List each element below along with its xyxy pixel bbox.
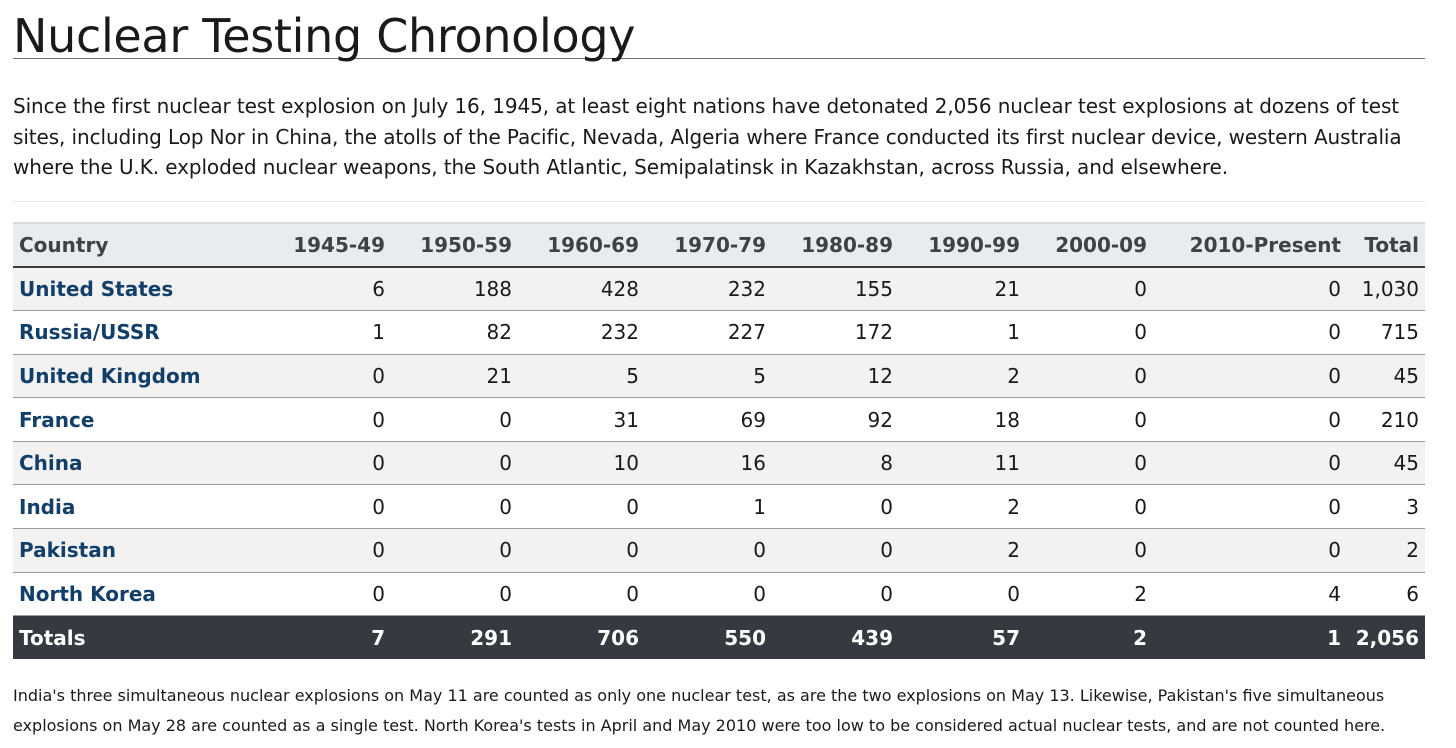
page-title: Nuclear Testing Chronology xyxy=(13,0,1425,59)
table-cell: 45 xyxy=(1393,363,1419,388)
table-cell: 18 xyxy=(994,407,1020,432)
table-cell: 0 xyxy=(372,363,385,388)
table-cell: 0 xyxy=(1328,320,1341,345)
column-header: Country xyxy=(19,232,109,257)
table-cell: 0 xyxy=(372,581,385,606)
table-cell: 2 xyxy=(1007,538,1020,563)
country-link[interactable]: India xyxy=(19,494,76,519)
table-row xyxy=(13,485,1425,529)
table-cell: 0 xyxy=(372,451,385,476)
table-cell: 0 xyxy=(626,538,639,563)
column-header: 1970-79 xyxy=(674,232,766,257)
country-link[interactable]: United Kingdom xyxy=(19,363,201,388)
table-cell: 0 xyxy=(880,494,893,519)
table-cell: 0 xyxy=(626,581,639,606)
table-cell: 0 xyxy=(1328,363,1341,388)
table-cell: 0 xyxy=(1328,407,1341,432)
table-cell: 155 xyxy=(854,276,893,301)
column-header: 2010-Present xyxy=(1189,232,1341,257)
table-row xyxy=(13,572,1425,616)
page xyxy=(13,0,1425,741)
country-link[interactable]: France xyxy=(19,407,95,432)
table-cell: 0 xyxy=(1328,276,1341,301)
table-cell: 232 xyxy=(727,276,766,301)
table-row xyxy=(13,398,1425,442)
footnote: India's three simultaneous nuclear explosions on May 11 are counted as only one nuclear test, as are the two explosions on May 13. Likewise, Pakistan's five simultaneous explosions on May 28 are counted as a single test. North Korea's tests in April and May 2010 were too low to be considered actual nuclear tests, and are not counted here. xyxy=(13,686,1386,736)
table-cell: 188 xyxy=(473,276,512,301)
table-cell: 232 xyxy=(600,320,639,345)
table-cell: 6 xyxy=(372,276,385,301)
total-cell: 291 xyxy=(470,625,512,650)
table-cell: 0 xyxy=(1134,407,1147,432)
column-header: 1945-49 xyxy=(293,232,385,257)
table-cell: 45 xyxy=(1393,451,1419,476)
table-cell: 0 xyxy=(1328,494,1341,519)
table-cell: 0 xyxy=(1328,451,1341,476)
table-cell: 69 xyxy=(740,407,766,432)
table-row xyxy=(13,441,1425,485)
total-cell: 7 xyxy=(371,625,385,650)
table-cell: 428 xyxy=(600,276,639,301)
column-header: Total xyxy=(1364,232,1419,257)
table-row xyxy=(13,267,1425,311)
table-cell: 82 xyxy=(486,320,512,345)
table-cell: 0 xyxy=(499,451,512,476)
total-cell: 2,056 xyxy=(1355,625,1419,650)
country-link[interactable]: North Korea xyxy=(19,581,156,606)
table-cell: 0 xyxy=(1134,538,1147,563)
totals-row xyxy=(13,616,1425,660)
table-cell: 8 xyxy=(880,451,893,476)
table-row xyxy=(13,311,1425,355)
table-cell: 2 xyxy=(1007,494,1020,519)
table-cell: 0 xyxy=(499,407,512,432)
country-link[interactable]: United States xyxy=(19,276,174,301)
table-cell: 21 xyxy=(486,363,512,388)
table-cell: 2 xyxy=(1007,363,1020,388)
table-cell: 1 xyxy=(1007,320,1020,345)
table-cell: 5 xyxy=(626,363,639,388)
table-cell: 6 xyxy=(1406,581,1419,606)
intro-paragraph: Since the first nuclear test explosion on July 16, 1945, at least eight nations have detonated 2,056 nuclear test explosions at dozens of test sites, including Lop Nor in China, the atolls of the Pacific, Nevada, Algeria where France conducted its first nuclear device, western Australia where the U.K. exploded nuclear weapons, the South Atlantic, Semipalatinsk in Kazakhstan, across Russia, and elsewhere. xyxy=(13,94,1402,179)
table-cell: 2 xyxy=(1406,538,1419,563)
table-cell: 1,030 xyxy=(1361,276,1419,301)
divider xyxy=(13,201,1425,202)
table-cell: 0 xyxy=(1134,276,1147,301)
country-link[interactable]: Pakistan xyxy=(19,538,116,563)
table-cell: 31 xyxy=(613,407,639,432)
column-header: 1960-69 xyxy=(547,232,639,257)
table-cell: 0 xyxy=(1328,538,1341,563)
table-cell: 0 xyxy=(499,538,512,563)
table-cell: 12 xyxy=(867,363,893,388)
table-cell: 715 xyxy=(1380,320,1419,345)
table-cell: 3 xyxy=(1406,494,1419,519)
table-cell: 0 xyxy=(499,581,512,606)
table-cell: 5 xyxy=(753,363,766,388)
table-cell: 21 xyxy=(994,276,1020,301)
table-cell: 0 xyxy=(1134,494,1147,519)
table-cell: 11 xyxy=(994,451,1020,476)
nuclear-tests-table xyxy=(13,222,1425,660)
table-cell: 0 xyxy=(1007,581,1020,606)
table-cell: 0 xyxy=(1134,320,1147,345)
total-cell: 57 xyxy=(992,625,1020,650)
table-cell: 172 xyxy=(854,320,893,345)
table-cell: 0 xyxy=(880,581,893,606)
table-cell: 1 xyxy=(372,320,385,345)
table-cell: 227 xyxy=(727,320,766,345)
table-row xyxy=(13,354,1425,398)
column-header: 1950-59 xyxy=(420,232,512,257)
country-link[interactable]: Russia/USSR xyxy=(19,320,160,345)
table-cell: 0 xyxy=(880,538,893,563)
total-cell: 2 xyxy=(1133,625,1147,650)
table-cell: 4 xyxy=(1328,581,1341,606)
table-row xyxy=(13,529,1425,573)
total-cell: 550 xyxy=(724,625,766,650)
country-link[interactable]: China xyxy=(19,451,83,476)
table-cell: 0 xyxy=(1134,451,1147,476)
table-cell: 16 xyxy=(740,451,766,476)
table-cell: 0 xyxy=(372,407,385,432)
total-cell: 439 xyxy=(851,625,893,650)
table-cell: 0 xyxy=(626,494,639,519)
total-cell: 1 xyxy=(1327,625,1341,650)
column-header: 1980-89 xyxy=(801,232,893,257)
column-header: 2000-09 xyxy=(1055,232,1147,257)
table-header-row xyxy=(13,223,1425,267)
table-cell: 0 xyxy=(753,538,766,563)
table-cell: 0 xyxy=(372,538,385,563)
table-cell: 10 xyxy=(613,451,639,476)
table-cell: 0 xyxy=(372,494,385,519)
table-cell: 210 xyxy=(1380,407,1419,432)
total-cell: 706 xyxy=(597,625,639,650)
table-cell: 0 xyxy=(753,581,766,606)
totals-label: Totals xyxy=(19,625,86,650)
table-cell: 2 xyxy=(1134,581,1147,606)
table-cell: 0 xyxy=(499,494,512,519)
column-header: 1990-99 xyxy=(928,232,1020,257)
table-cell: 1 xyxy=(753,494,766,519)
table-cell: 0 xyxy=(1134,363,1147,388)
table-cell: 92 xyxy=(867,407,893,432)
